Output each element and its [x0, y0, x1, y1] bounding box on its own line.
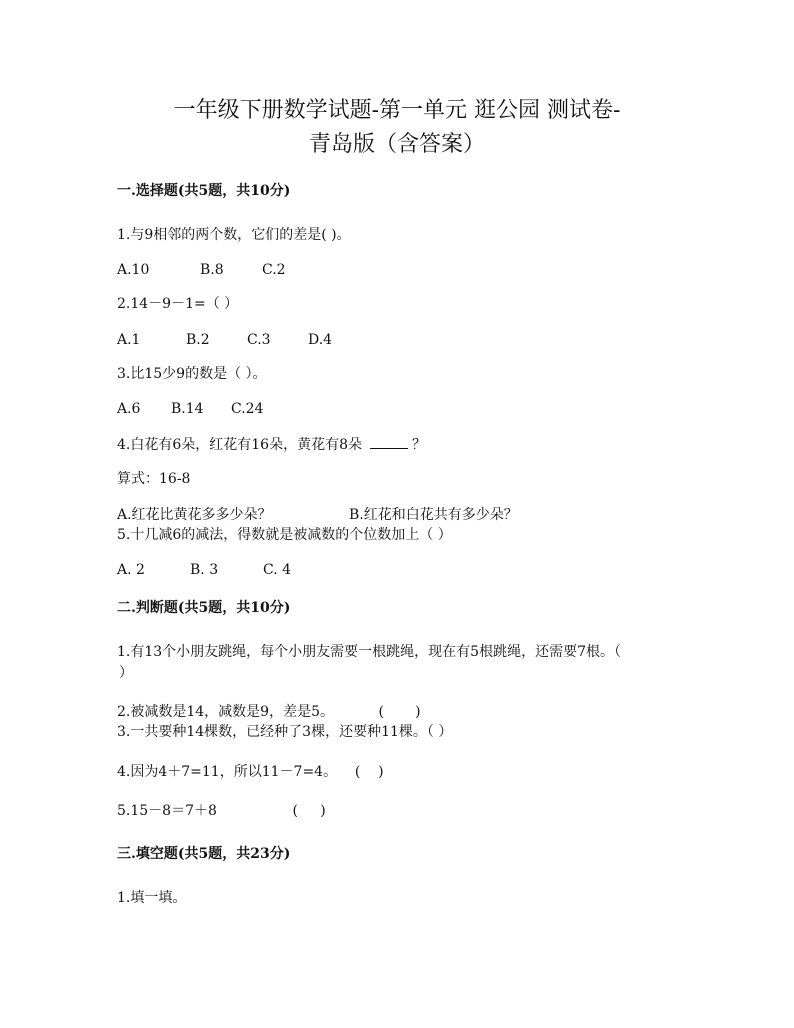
question-1-2-options: [117, 330, 332, 350]
option-c: C.2: [262, 262, 286, 278]
question-1-3-options: [117, 399, 263, 419]
question-1-4-formula: 算式：16-8: [117, 471, 191, 487]
question-1-3: 3.比15少9的数是（ ）。: [117, 366, 267, 382]
question-3-1: 1.填一填。: [117, 890, 187, 906]
question-1-4-mark: ？: [412, 437, 426, 453]
option-a: A.6: [117, 401, 141, 417]
option-b: B.红花和白花共有多少朵？: [349, 507, 518, 523]
option-d: D.4: [308, 332, 333, 348]
question-1-5-options: [117, 560, 291, 580]
option-a: A.1: [117, 332, 141, 348]
answer-blank: [370, 434, 408, 449]
option-b: B.14: [171, 401, 204, 417]
option-b: B.8: [200, 262, 224, 278]
section-header-judgement: 二.判断题(共5题，共10分): [117, 600, 291, 616]
document-title-line1: 一年级下册数学试题-第一单元 逛公园 测试卷-: [173, 98, 621, 123]
question-2-1-line2: ）: [119, 665, 133, 681]
question-2-5: 5.15－8＝7＋8 ( ): [117, 803, 326, 819]
question-1-4: [117, 434, 426, 455]
option-b: B. 3: [190, 562, 219, 578]
option-a: A. 2: [117, 562, 145, 578]
document-title-line2: 青岛版（含答案）: [308, 132, 485, 157]
question-1-1-options: [117, 260, 286, 280]
question-2-2: 2.被减数是14，减数是9，差是5。 ( ): [117, 704, 421, 720]
question-2-4: 4.因为4＋7=11，所以11－7=4。 ( ): [117, 764, 384, 780]
question-1-1: 1.与9相邻的两个数，它们的差是( )。: [117, 227, 351, 243]
option-a: A.10: [117, 262, 150, 278]
option-c: C. 4: [263, 562, 292, 578]
question-1-2: 2.14－9－1=（ ）: [117, 296, 239, 312]
option-c: C.3: [247, 332, 271, 348]
section-header-fill-in: 三.填空题(共5题，共23分): [117, 846, 291, 862]
question-1-4-text: 4.白花有6朵，红花有16朵，黄花有8朵: [117, 437, 362, 453]
question-2-1-line1: 1.有13个小朋友跳绳，每个小朋友需要一根跳绳，现在有5根跳绳，还需要7根。（: [117, 644, 621, 660]
question-1-4-options: [117, 505, 518, 525]
question-1-5: 5.十几减6的减法，得数就是被减数的个位数加上（ ）: [117, 527, 452, 543]
section-header-choice: 一.选择题(共5题，共10分): [117, 183, 291, 199]
question-2-3: 3.一共要种14棵数，已经种了3棵，还要种11棵。（ ）: [117, 724, 453, 740]
option-c: C.24: [231, 401, 264, 417]
option-a: A.红花比黄花多多少朵？: [117, 507, 272, 523]
option-b: B.2: [186, 332, 210, 348]
